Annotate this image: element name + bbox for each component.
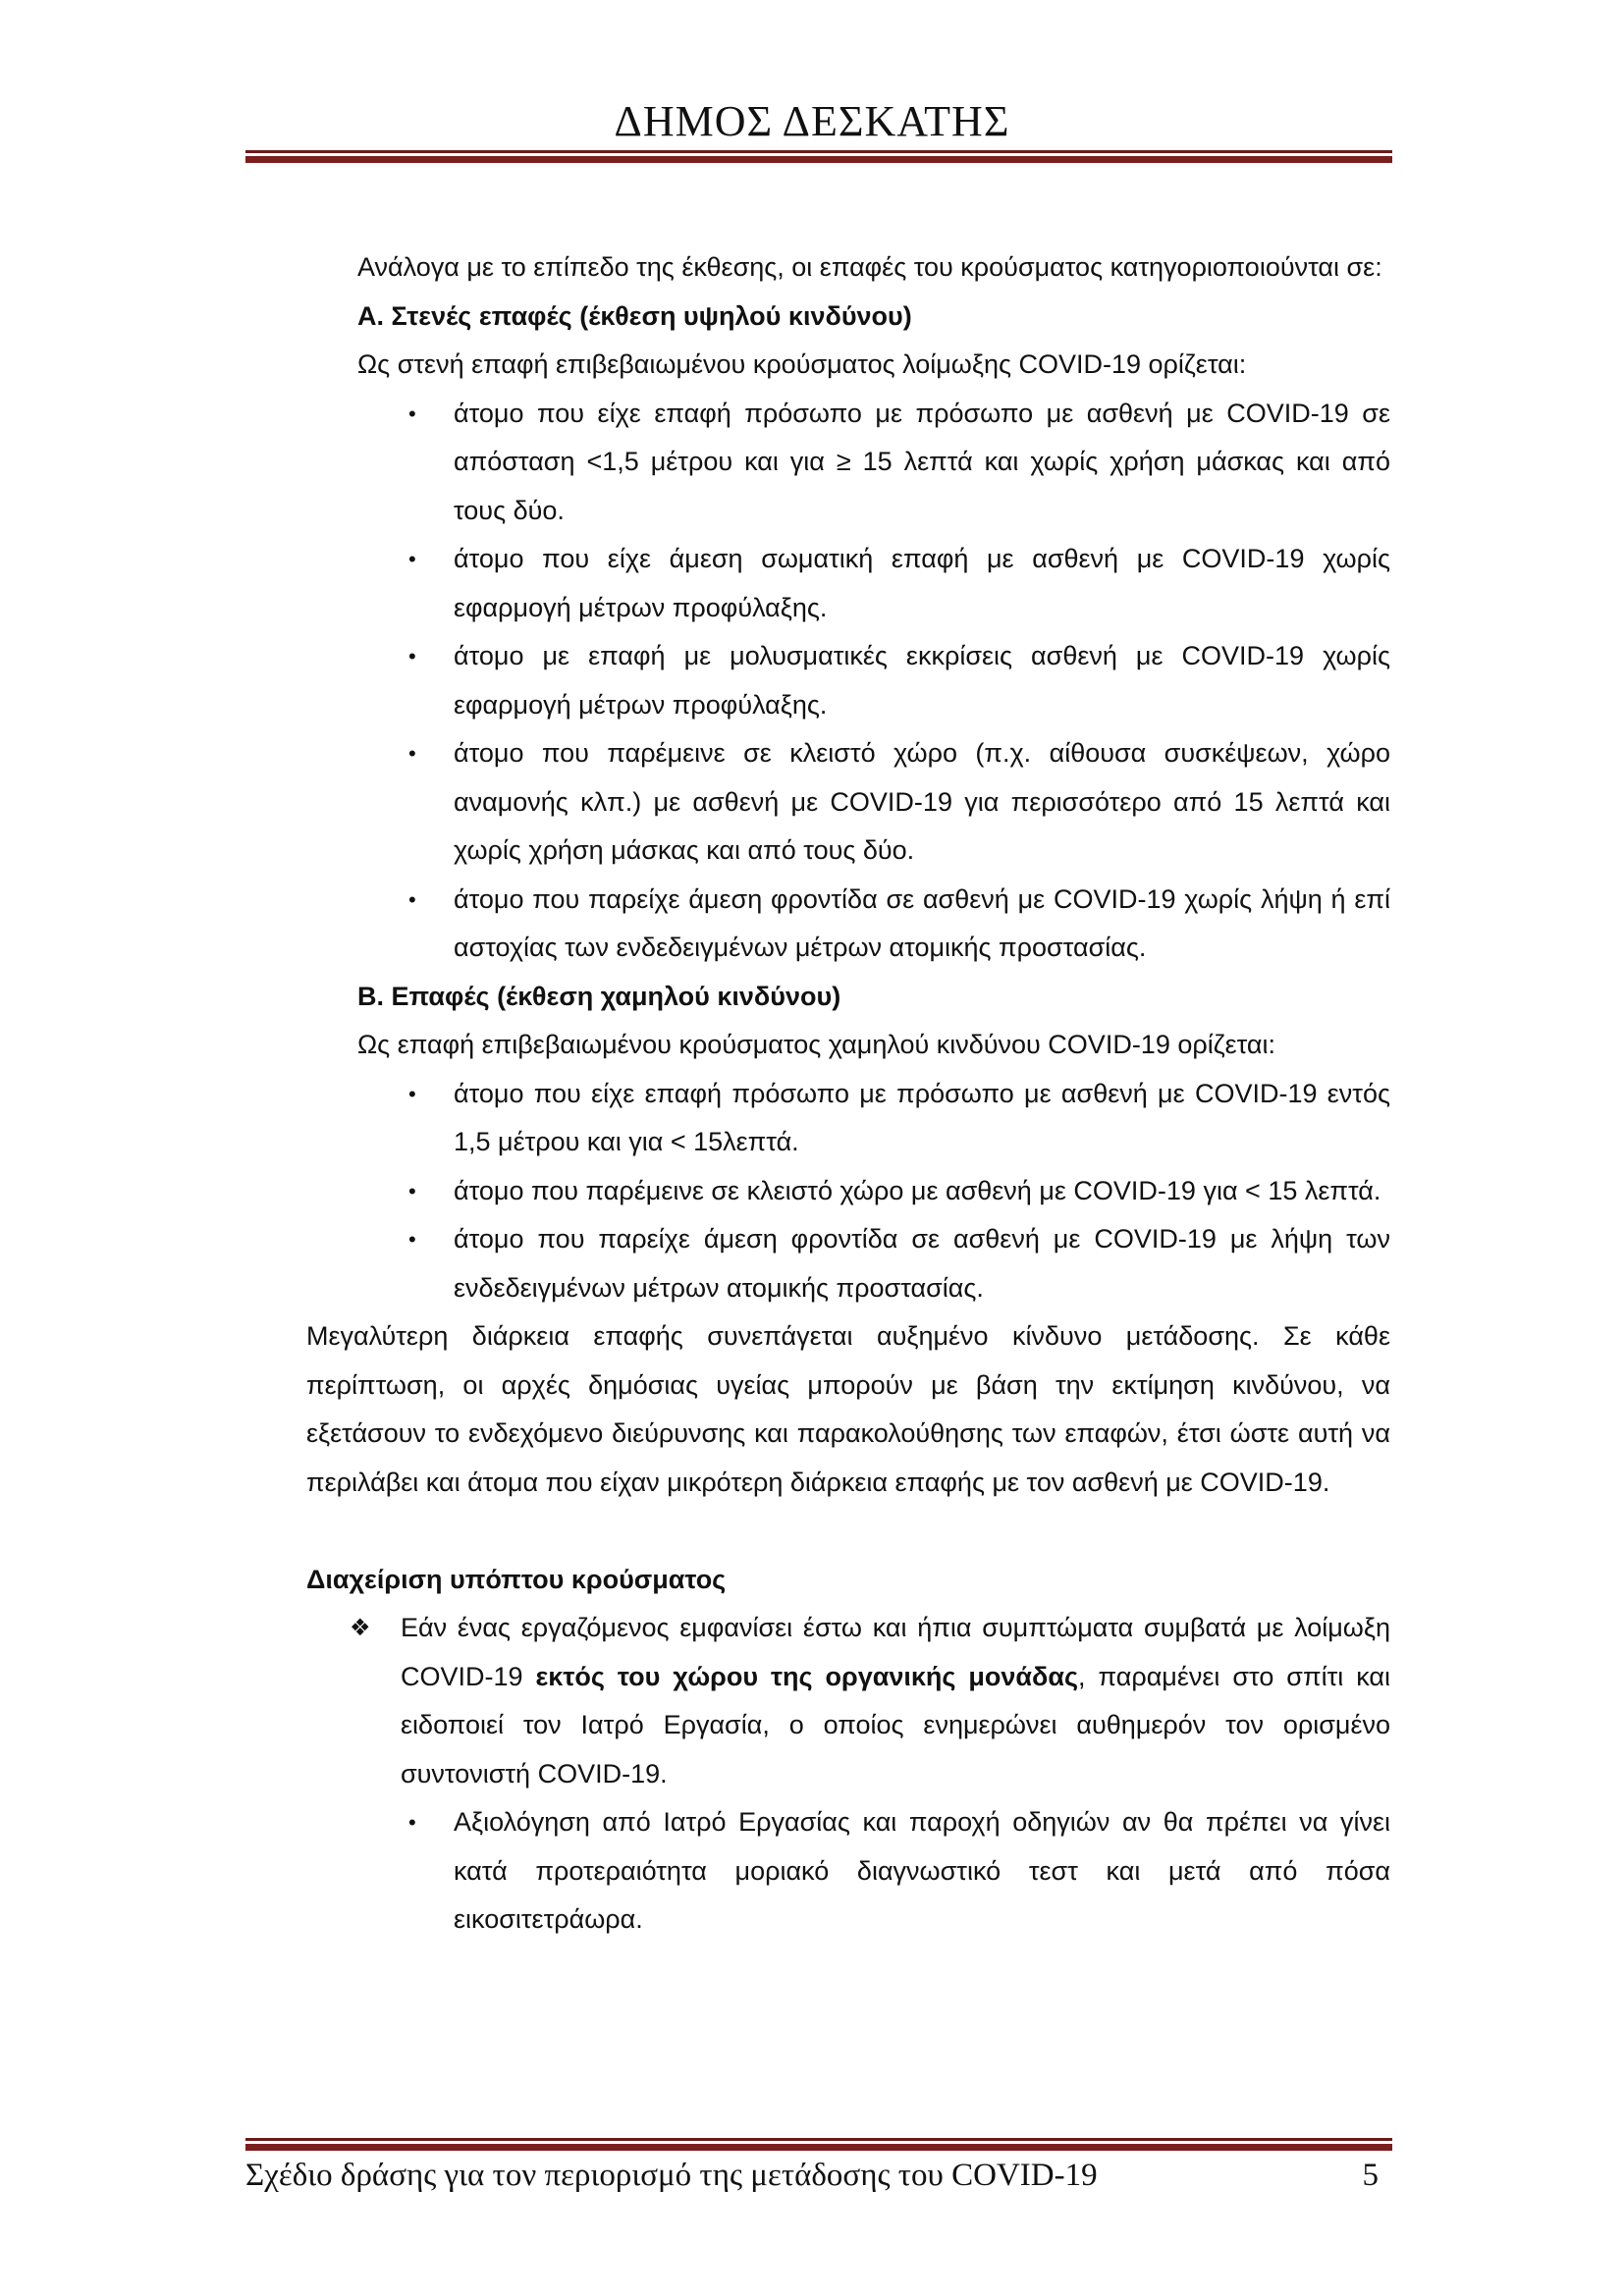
bullet-icon: • xyxy=(408,547,416,571)
list-item-text-bold: εκτός του χώρου της οργανικής μονάδας xyxy=(535,1661,1079,1691)
section-a-definition: Ως στενή επαφή επιβεβαιωμένου κρούσματος λοίμωξης COVID-19 ορίζεται: xyxy=(357,349,1247,379)
paragraph-spacer xyxy=(306,1507,1390,1556)
suspect-case-sublist xyxy=(306,1798,1390,1945)
list-item xyxy=(306,632,1390,729)
list-item-text: άτομο που παρέμεινε σε κλειστό χώρο (π.χ. αίθουσα συσκέψεων, χώρο αναμονής κλπ.) με ασθενή με COVID-19 για περισσότερο από 15 λεπτά και χωρίς χρήση μάσκας και από τους δύο. xyxy=(454,738,1390,865)
suspect-case-heading: Διαχείριση υπόπτου κρούσματος xyxy=(306,1564,727,1594)
list-item xyxy=(306,1167,1390,1216)
list-item-text: άτομο με επαφή με μολυσματικές εκκρίσεις ασθενή με COVID-19 χωρίς εφαρμογή μέτρων προφύλαξης. xyxy=(454,641,1390,720)
list-item xyxy=(306,729,1390,876)
bullet-icon: • xyxy=(408,1810,416,1835)
document-header-title: ΔΗΜΟΣ ΔΕΣΚΑΤΗΣ xyxy=(614,97,1010,145)
footer-title: Σχέδιο δράσης για τον περιορισμό της μετάδοσης του COVID-19 xyxy=(245,2158,1098,2193)
suspect-case-list xyxy=(306,1604,1390,1798)
list-item-text: άτομο που παρείχε άμεση φροντίδα σε ασθενή με COVID-19 χωρίς λήψη ή επί αστοχίας των ενδεδειγμένων μέτρων ατομικής προστασίας. xyxy=(454,883,1390,962)
bullet-icon: • xyxy=(408,400,416,426)
list-item xyxy=(306,535,1390,632)
page-number: 5 xyxy=(1362,2158,1379,2193)
list-item xyxy=(306,876,1390,973)
bullet-icon: • xyxy=(408,1178,416,1203)
intro-paragraph: Ανάλογα με το επίπεδο της έκθεσης, οι επαφές του κρούσματος κατηγοριοποιούνται σε: xyxy=(357,252,1382,282)
list-item xyxy=(306,390,1390,536)
list-item-text: άτομο που είχε επαφή πρόσωπο με πρόσωπο με ασθενή με COVID-19 σε απόσταση <1,5 μέτρου και για ≥ 15 λεπτά και χωρίς χρήση μάσκας και από τους δύο. xyxy=(454,398,1390,525)
list-item-text: άτομο που είχε επαφή πρόσωπο με πρόσωπο με ασθενή με COVID-19 εντός 1,5 μέτρου και για < 15λεπτά. xyxy=(454,1078,1390,1156)
list-item-text: άτομο που είχε άμεση σωματική επαφή με ασθενή με COVID-19 χωρίς εφαρμογή μέτρων προφύλαξης. xyxy=(454,544,1390,622)
section-b-definition: Ως επαφή επιβεβαιωμένου κρούσματος χαμηλού κινδύνου COVID-19 ορίζεται: xyxy=(357,1030,1276,1059)
page-body xyxy=(306,243,1390,1945)
section-b-list xyxy=(306,1070,1390,1313)
bullet-icon: • xyxy=(408,886,416,912)
section-b-heading: Β. Επαφές (έκθεση χαμηλού κινδύνου) xyxy=(357,981,841,1011)
list-item xyxy=(306,1604,1390,1798)
list-item xyxy=(306,1070,1390,1167)
list-item-text: άτομο που παρείχε άμεση φροντίδα σε ασθενή με COVID-19 με λήψη των ενδεδειγμένων μέτρων ατομικής προστασίας. xyxy=(454,1224,1390,1303)
header-divider xyxy=(245,150,1392,163)
bullet-icon: • xyxy=(408,741,416,766)
list-item-text-part2: , παραμένει στο σπίτι και ειδοποιεί τον Ιατρό Εργασία, ο οποίος ενημερώνει αυθημερόν τον ορισμένο συντονιστή COVID-19. xyxy=(401,1661,1390,1789)
duration-paragraph: Μεγαλύτερη διάρκεια επαφής συνεπάγεται αυξημένο κίνδυνο μετάδοσης. Σε κάθε περίπτωση, οι αρχές δημόσιας υγείας μπορούν με βάση την εκτίμηση κινδύνου, να εξετάσουν το ενδεχόμενο διεύρυνσης και παρακολούθησης των επαφών, έτσι ώστε αυτή να περιλάβει και άτομα που είχαν μικρότερη διάρκεια επαφής με τον ασθενή με COVID-19. xyxy=(306,1321,1390,1497)
list-item-text: Αξιολόγηση από Ιατρό Εργασίας και παροχή οδηγιών αν θα πρέπει να γίνει κατά προτεραιότητα μοριακό διαγνωστικό τεστ και μετά από πόσα εικοσιτετράωρα. xyxy=(454,1807,1390,1934)
list-item xyxy=(306,1798,1390,1945)
bullet-icon: • xyxy=(408,1081,416,1106)
bullet-icon: • xyxy=(408,644,416,668)
list-item-text: άτομο που παρέμεινε σε κλειστό χώρο με ασθενή με COVID-19 για < 15 λεπτά. xyxy=(454,1175,1381,1205)
diamond-bullet-icon: ❖ xyxy=(350,1615,371,1641)
footer-divider xyxy=(245,2138,1392,2151)
list-item xyxy=(306,1215,1390,1312)
section-a-heading: Α. Στενές επαφές (έκθεση υψηλού κινδύνου) xyxy=(357,300,912,331)
list-item-text-part1: Εάν ένας εργαζόμενος εμφανίσει έστω και ήπια συμπτώματα συμβατά με λοίμωξη COVID-19 xyxy=(401,1613,1390,1691)
bullet-icon: • xyxy=(408,1227,416,1252)
section-a-list xyxy=(306,390,1390,973)
